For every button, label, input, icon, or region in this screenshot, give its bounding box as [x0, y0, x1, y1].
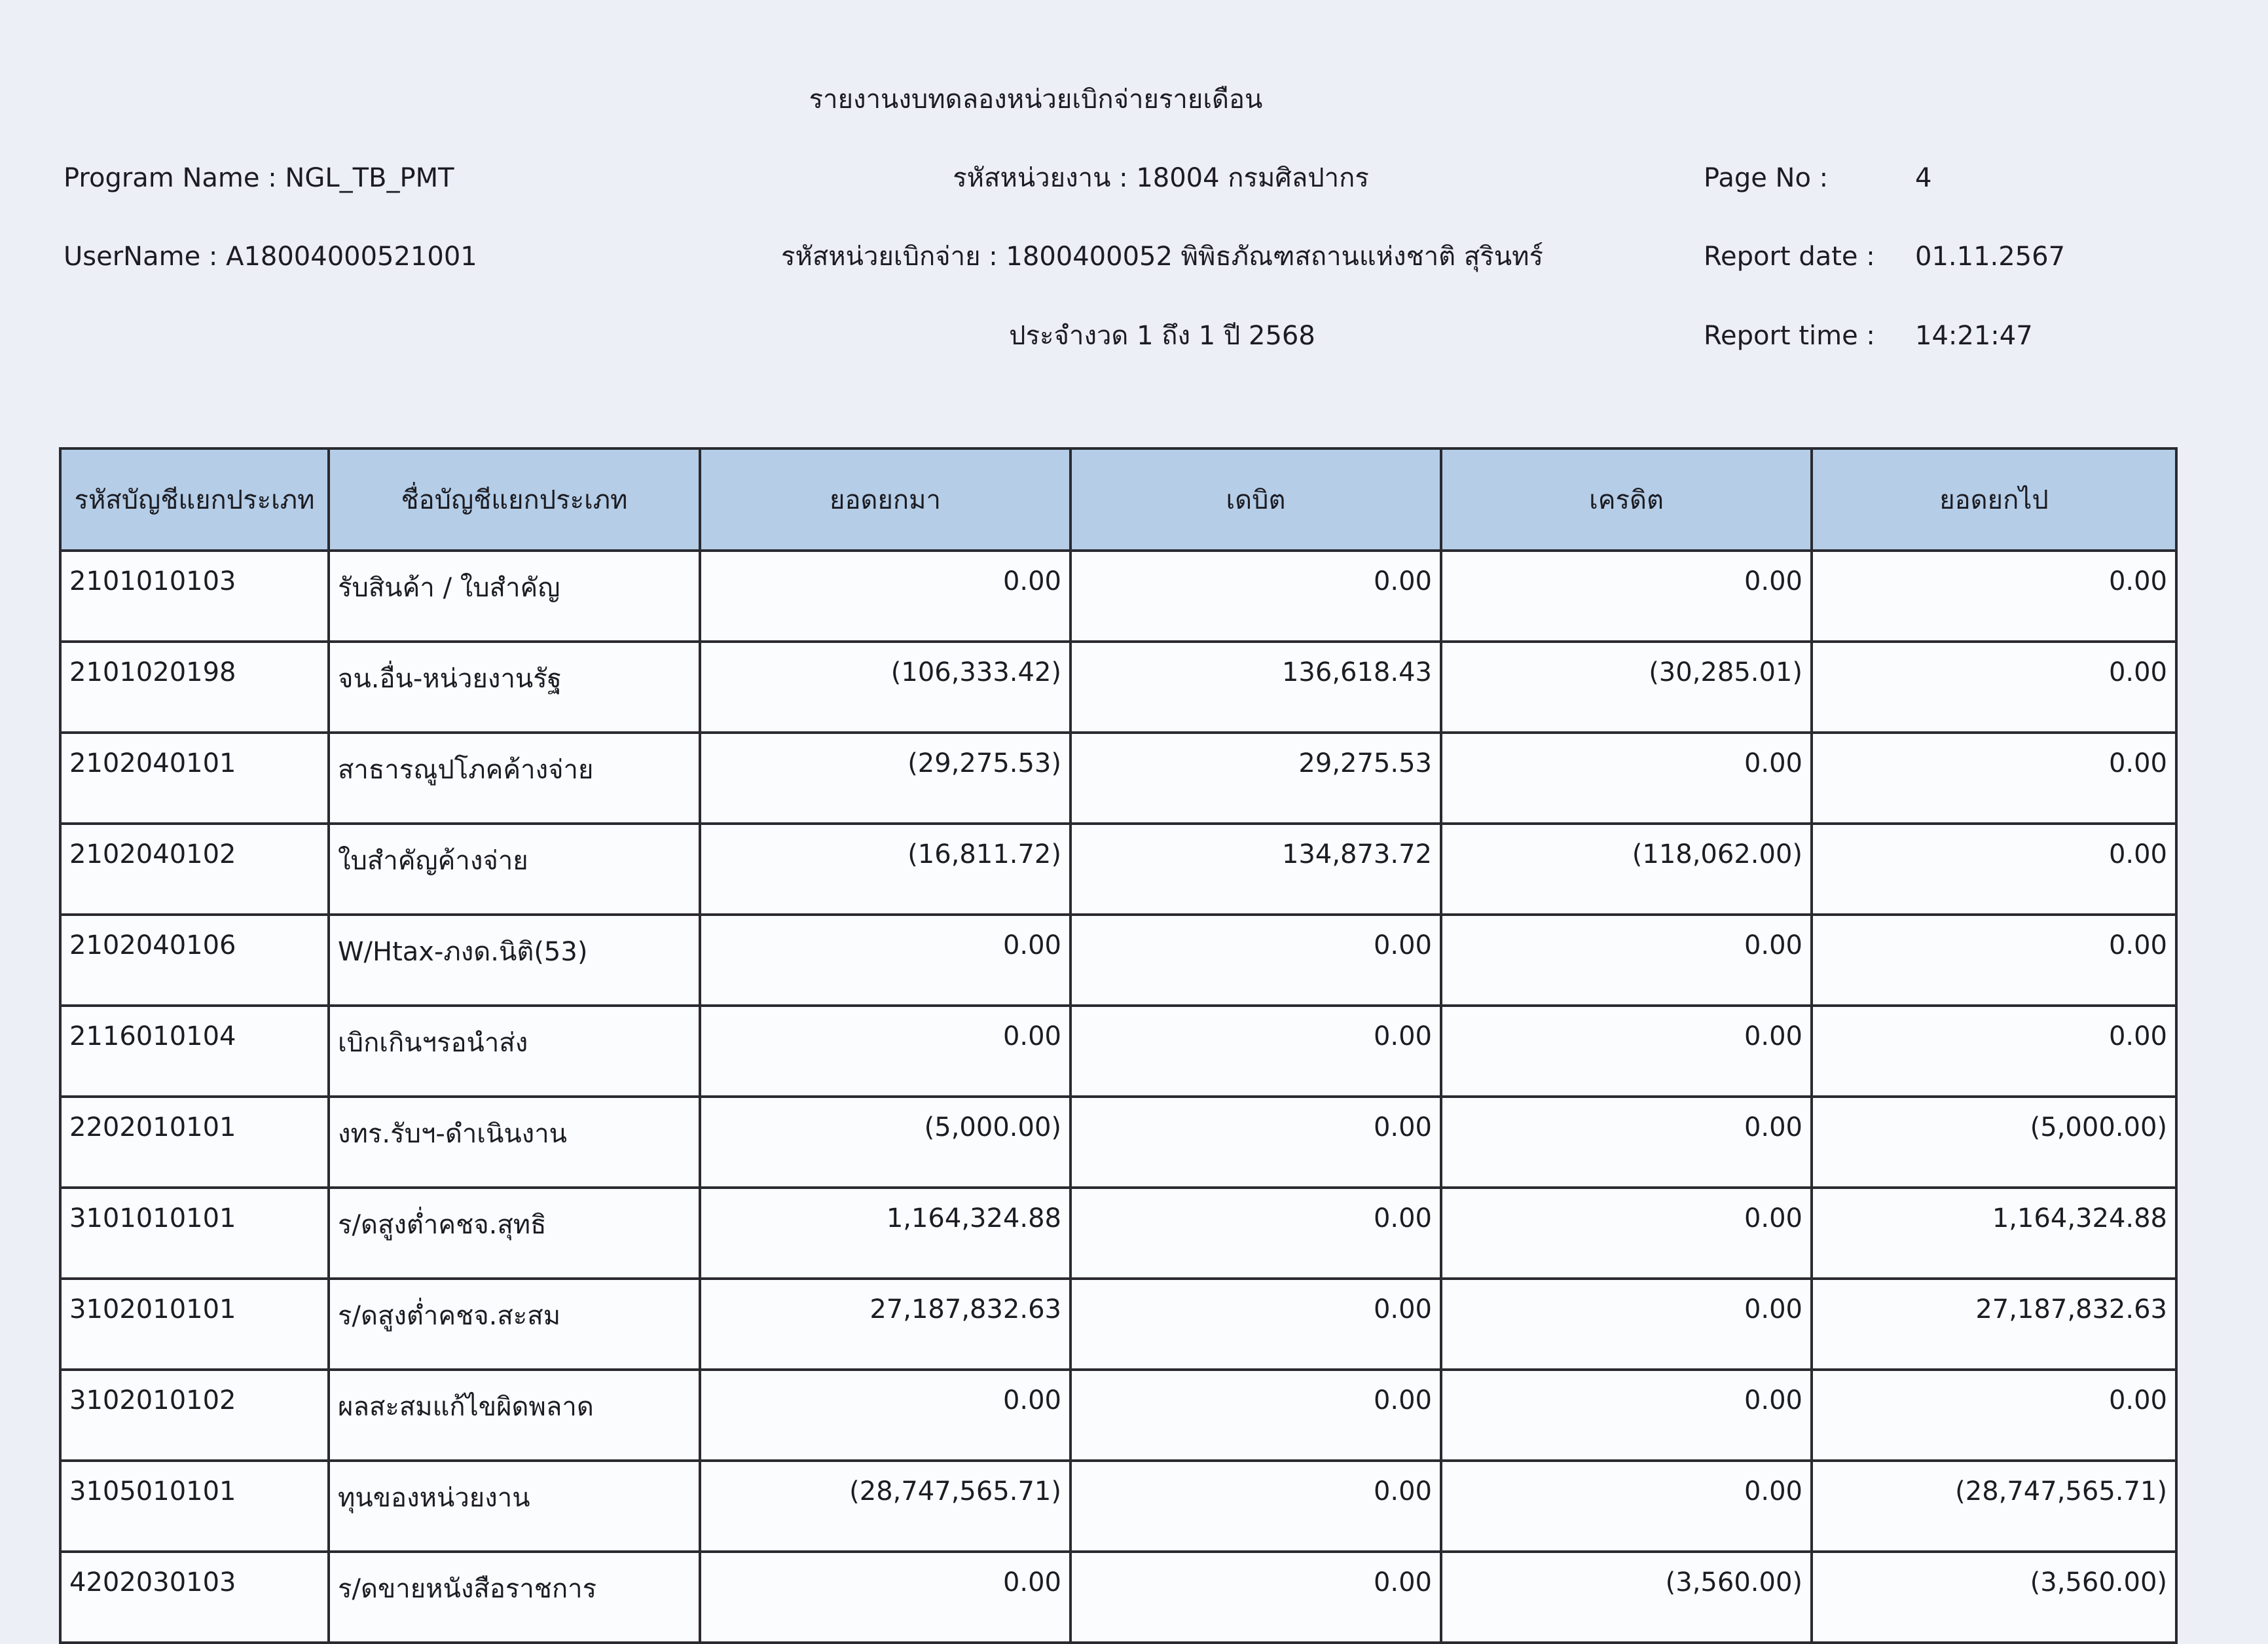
cell-closing-balance: 0.00 — [1812, 1006, 2176, 1097]
cell-closing-balance: 1,164,324.88 — [1812, 1188, 2176, 1279]
cell-debit: 0.00 — [1070, 1279, 1441, 1370]
cell-closing-balance: (3,560.00) — [1812, 1552, 2176, 1643]
cell-credit: 0.00 — [1441, 1279, 1812, 1370]
cell-account-name: เบิกเกินฯรอนำส่ง — [329, 1006, 700, 1097]
cell-credit: 0.00 — [1441, 733, 1812, 824]
cell-closing-balance: 0.00 — [1812, 551, 2176, 642]
cell-account-code: 3105010101 — [60, 1461, 329, 1552]
cell-account-code: 2102040106 — [60, 915, 329, 1006]
cell-account-name: ผลสะสมแก้ไขผิดพลาด — [329, 1370, 700, 1461]
cell-credit: 0.00 — [1441, 1461, 1812, 1552]
cell-debit: 0.00 — [1070, 1461, 1441, 1552]
cell-account-code: 2202010101 — [60, 1097, 329, 1188]
cell-account-code: 2101020198 — [60, 642, 329, 733]
cell-debit: 0.00 — [1070, 1552, 1441, 1643]
cell-debit: 0.00 — [1070, 915, 1441, 1006]
report-title: รายงานงบทดลองหน่วยเบิกจ่ายรายเดือน — [809, 84, 1263, 115]
trial-balance-table — [59, 447, 2178, 1644]
cell-account-code: 2102040102 — [60, 824, 329, 915]
cell-opening-balance: 0.00 — [700, 1370, 1070, 1461]
cell-closing-balance: 0.00 — [1812, 915, 2176, 1006]
table-row — [60, 1370, 2176, 1461]
cell-debit: 29,275.53 — [1070, 733, 1441, 824]
cell-account-code: 2116010104 — [60, 1006, 329, 1097]
cell-account-code: 2102040101 — [60, 733, 329, 824]
cell-account-name: จน.อื่น-หน่วยงานรัฐ — [329, 642, 700, 733]
cell-account-name: ร/ดสูงต่ำคชจ.สุทธิ — [329, 1188, 700, 1279]
table-row — [60, 733, 2176, 824]
table-row — [60, 1461, 2176, 1552]
cell-closing-balance: 27,187,832.63 — [1812, 1279, 2176, 1370]
cell-closing-balance: 0.00 — [1812, 733, 2176, 824]
cell-credit: 0.00 — [1441, 551, 1812, 642]
column-header-opening-balance: ยอดยกมา — [700, 448, 1070, 551]
report-date-label: Report date : — [1704, 242, 1875, 272]
cell-account-name: ทุนของหน่วยงาน — [329, 1461, 700, 1552]
cell-account-code: 4202030103 — [60, 1552, 329, 1643]
cell-debit: 0.00 — [1070, 1097, 1441, 1188]
cell-account-name: รับสินค้า / ใบสำคัญ — [329, 551, 700, 642]
cell-account-name: W/Htax-ภงด.นิติ(53) — [329, 915, 700, 1006]
cell-opening-balance: 0.00 — [700, 551, 1070, 642]
cell-opening-balance: (106,333.42) — [700, 642, 1070, 733]
cell-opening-balance: 0.00 — [700, 1006, 1070, 1097]
report-time-value: 14:21:47 — [1915, 321, 2033, 351]
cell-opening-balance: 0.00 — [700, 915, 1070, 1006]
report-period: ประจำงวด 1 ถึง 1 ปี 2568 — [1009, 321, 1315, 351]
column-header-account-name: ชื่อบัญชีแยกประเภท — [329, 448, 700, 551]
cell-credit: 0.00 — [1441, 1097, 1812, 1188]
cell-closing-balance: 0.00 — [1812, 824, 2176, 915]
column-header-credit: เครดิต — [1441, 448, 1812, 551]
cell-opening-balance: 1,164,324.88 — [700, 1188, 1070, 1279]
table-row — [60, 1552, 2176, 1643]
cell-opening-balance: 27,187,832.63 — [700, 1279, 1070, 1370]
report-time-label: Report time : — [1704, 321, 1875, 351]
cell-opening-balance: 0.00 — [700, 1552, 1070, 1643]
cell-credit: 0.00 — [1441, 915, 1812, 1006]
cell-credit: (118,062.00) — [1441, 824, 1812, 915]
cell-account-code: 3102010101 — [60, 1279, 329, 1370]
cell-closing-balance: (28,747,565.71) — [1812, 1461, 2176, 1552]
cell-account-name: ร/ดสูงต่ำคชจ.สะสม — [329, 1279, 700, 1370]
table-row — [60, 1188, 2176, 1279]
cell-credit: (30,285.01) — [1441, 642, 1812, 733]
cell-credit: (3,560.00) — [1441, 1552, 1812, 1643]
table-row — [60, 642, 2176, 733]
page-no-label: Page No : — [1704, 163, 1829, 193]
column-header-closing-balance: ยอดยกไป — [1812, 448, 2176, 551]
cell-credit: 0.00 — [1441, 1006, 1812, 1097]
table-row — [60, 1279, 2176, 1370]
column-header-debit: เดบิต — [1070, 448, 1441, 551]
table-row — [60, 1097, 2176, 1188]
cell-account-code: 3102010102 — [60, 1370, 329, 1461]
cell-debit: 0.00 — [1070, 1006, 1441, 1097]
cell-credit: 0.00 — [1441, 1370, 1812, 1461]
cell-account-code: 3101010101 — [60, 1188, 329, 1279]
cell-account-name: ใบสำคัญค้างจ่าย — [329, 824, 700, 915]
user-name: UserName : A18004000521001 — [64, 242, 477, 272]
agency-code: รหัสหน่วยงาน : 18004 กรมศิลปากร — [953, 163, 1369, 193]
cell-closing-balance: (5,000.00) — [1812, 1097, 2176, 1188]
disbursing-unit: รหัสหน่วยเบิกจ่าย : 1800400052 พิพิธภัณฑสถานแห่งชาติ สุรินทร์ — [781, 242, 1543, 272]
cell-credit: 0.00 — [1441, 1188, 1812, 1279]
cell-opening-balance: (29,275.53) — [700, 733, 1070, 824]
cell-debit: 0.00 — [1070, 1370, 1441, 1461]
cell-account-name: งทร.รับฯ-ดำเนินงาน — [329, 1097, 700, 1188]
table-row — [60, 824, 2176, 915]
table-row — [60, 551, 2176, 642]
table-header-row — [60, 448, 2176, 551]
cell-opening-balance: (28,747,565.71) — [700, 1461, 1070, 1552]
cell-account-code: 2101010103 — [60, 551, 329, 642]
cell-debit: 136,618.43 — [1070, 642, 1441, 733]
cell-account-name: สาธารณูปโภคค้างจ่าย — [329, 733, 700, 824]
table-row — [60, 915, 2176, 1006]
cell-closing-balance: 0.00 — [1812, 642, 2176, 733]
cell-opening-balance: (16,811.72) — [700, 824, 1070, 915]
report-date-value: 01.11.2567 — [1915, 242, 2066, 272]
cell-debit: 0.00 — [1070, 551, 1441, 642]
cell-opening-balance: (5,000.00) — [700, 1097, 1070, 1188]
program-name: Program Name : NGL_TB_PMT — [64, 163, 454, 193]
table-row — [60, 1006, 2176, 1097]
cell-debit: 134,873.72 — [1070, 824, 1441, 915]
cell-debit: 0.00 — [1070, 1188, 1441, 1279]
cell-account-name: ร/ดขายหนังสือราชการ — [329, 1552, 700, 1643]
page-no-value: 4 — [1915, 163, 1932, 193]
column-header-account-code: รหัสบัญชีแยกประเภท — [60, 448, 329, 551]
cell-closing-balance: 0.00 — [1812, 1370, 2176, 1461]
